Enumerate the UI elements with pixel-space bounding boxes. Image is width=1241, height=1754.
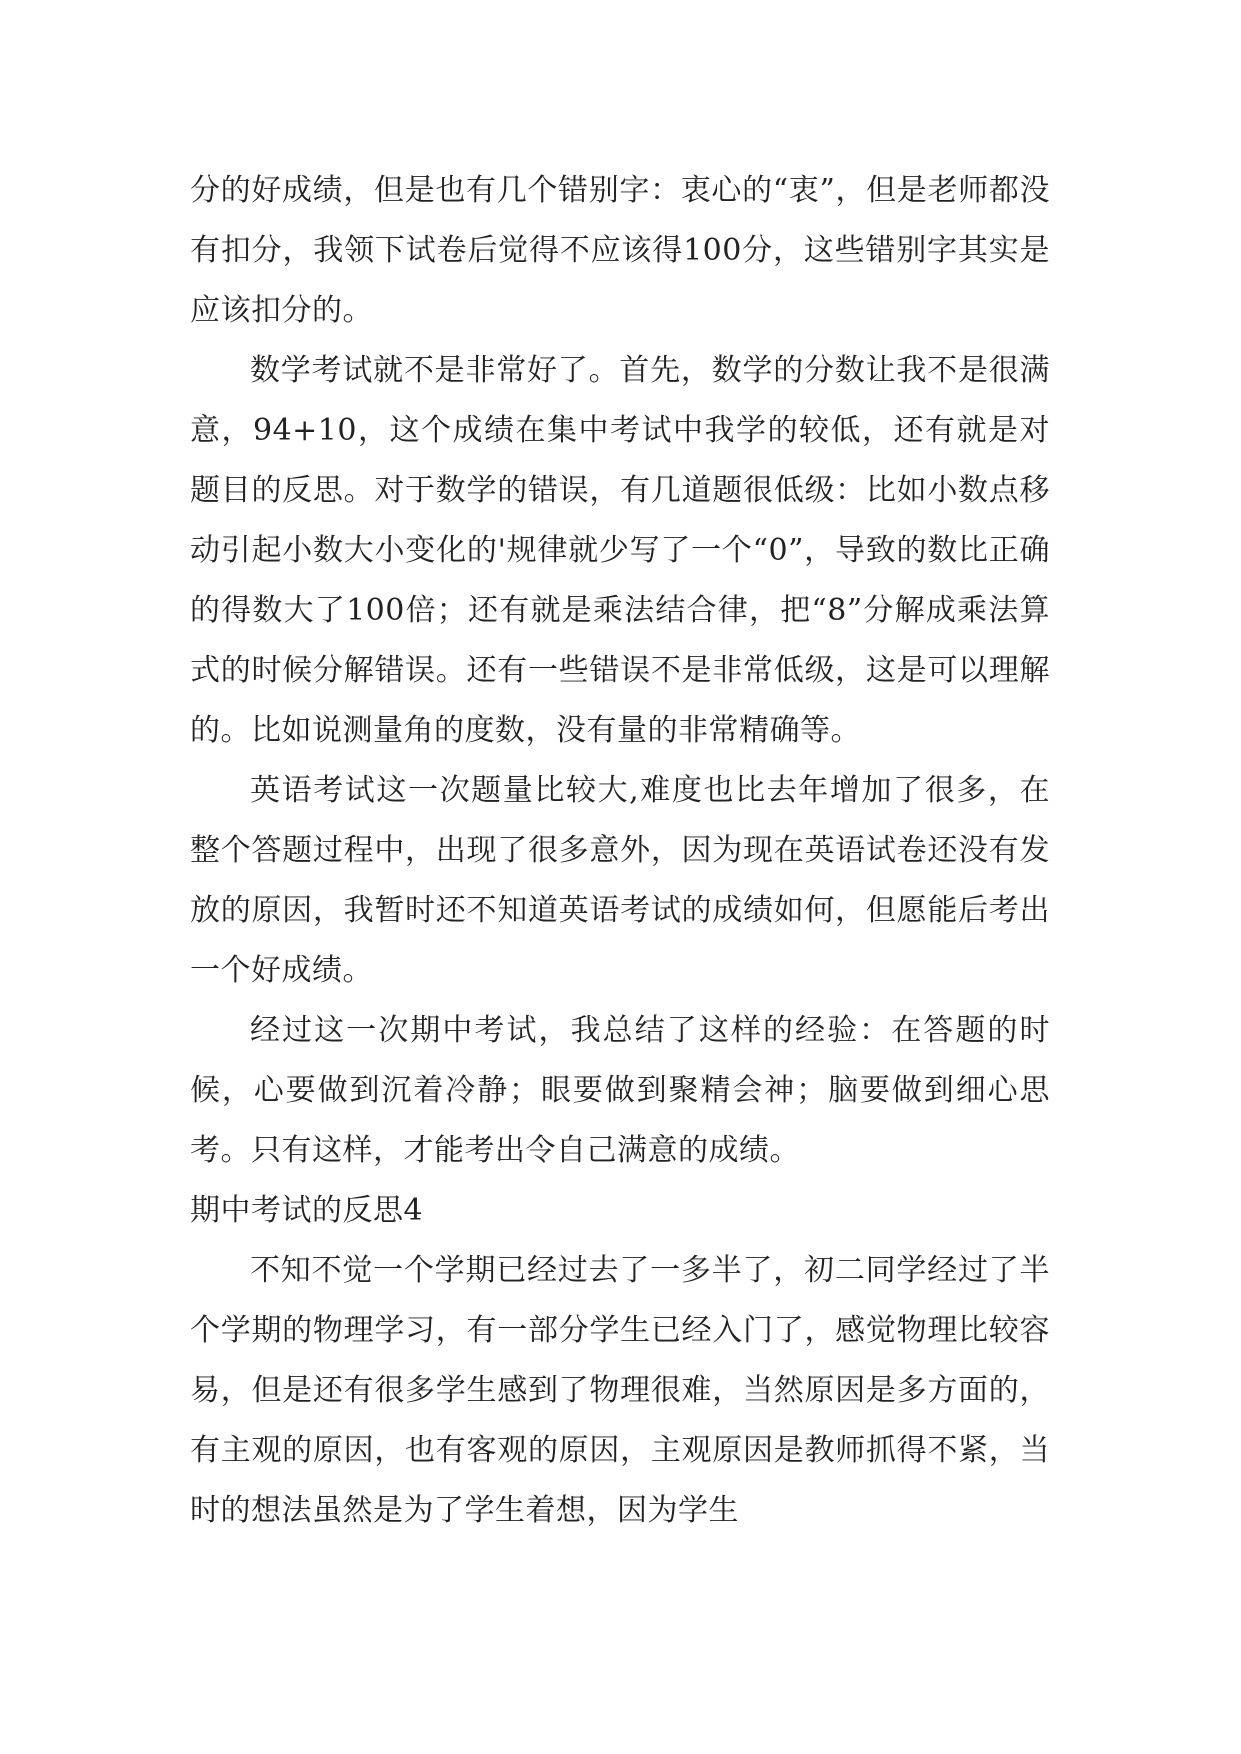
paragraph-summary: 经过这一次期中考试，我总结了这样的经验：在答题的时候，心要做到沉着冷静；眼要做到聚精会神；脑要做到细心思考。只有这样，才能考出令自己满意的成绩。 xyxy=(190,1013,1050,1168)
paragraph-physics-reflection: 不知不觉一个学期已经过去了一多半了，初二同学经过了半个学期的物理学习，有一部分学生已经入门了，感觉物理比较容易，但是还有很多学生感到了物理很难，当然原因是多方面的，有主观的原因，也有客观的原因，主观原因是教师抓得不紧，当时的想法虽然是为了学生着想，因为学生 xyxy=(190,1253,1050,1528)
paragraph-chinese-exam-continued: 分的好成绩，但是也有几个错别字：衷心的“衷”，但是老师都没有扣分，我领下试卷后觉得不应该得100分，这些错别字其实是应该扣分的。 xyxy=(190,173,1050,328)
section-heading: 期中考试的反思4 xyxy=(190,1193,424,1228)
paragraph-english-exam: 英语考试这一次题量比较大,难度也比去年增加了很多，在整个答题过程中，出现了很多意外，因为现在英语试卷还没有发放的原因，我暂时还不知道英语考试的成绩如何，但愿能后考出一个好成绩。 xyxy=(190,773,1050,988)
document-page xyxy=(190,161,1050,1541)
paragraph-math-exam: 数学考试就不是非常好了。首先，数学的分数让我不是很满意，94+10，这个成绩在集中考试中我学的较低，还有就是对题目的反思。对于数学的错误，有几道题很低级：比如小数点移动引起小数大小变化的'规律就少写了一个“0”，导致的数比正确的得数大了100倍；还有就是乘法结合律，把“8”分解成乘法算式的时候分解错误。还有一些错误不是非常低级，这是可以理解的。比如说测量角的度数，没有量的非常精确等。 xyxy=(190,353,1050,748)
